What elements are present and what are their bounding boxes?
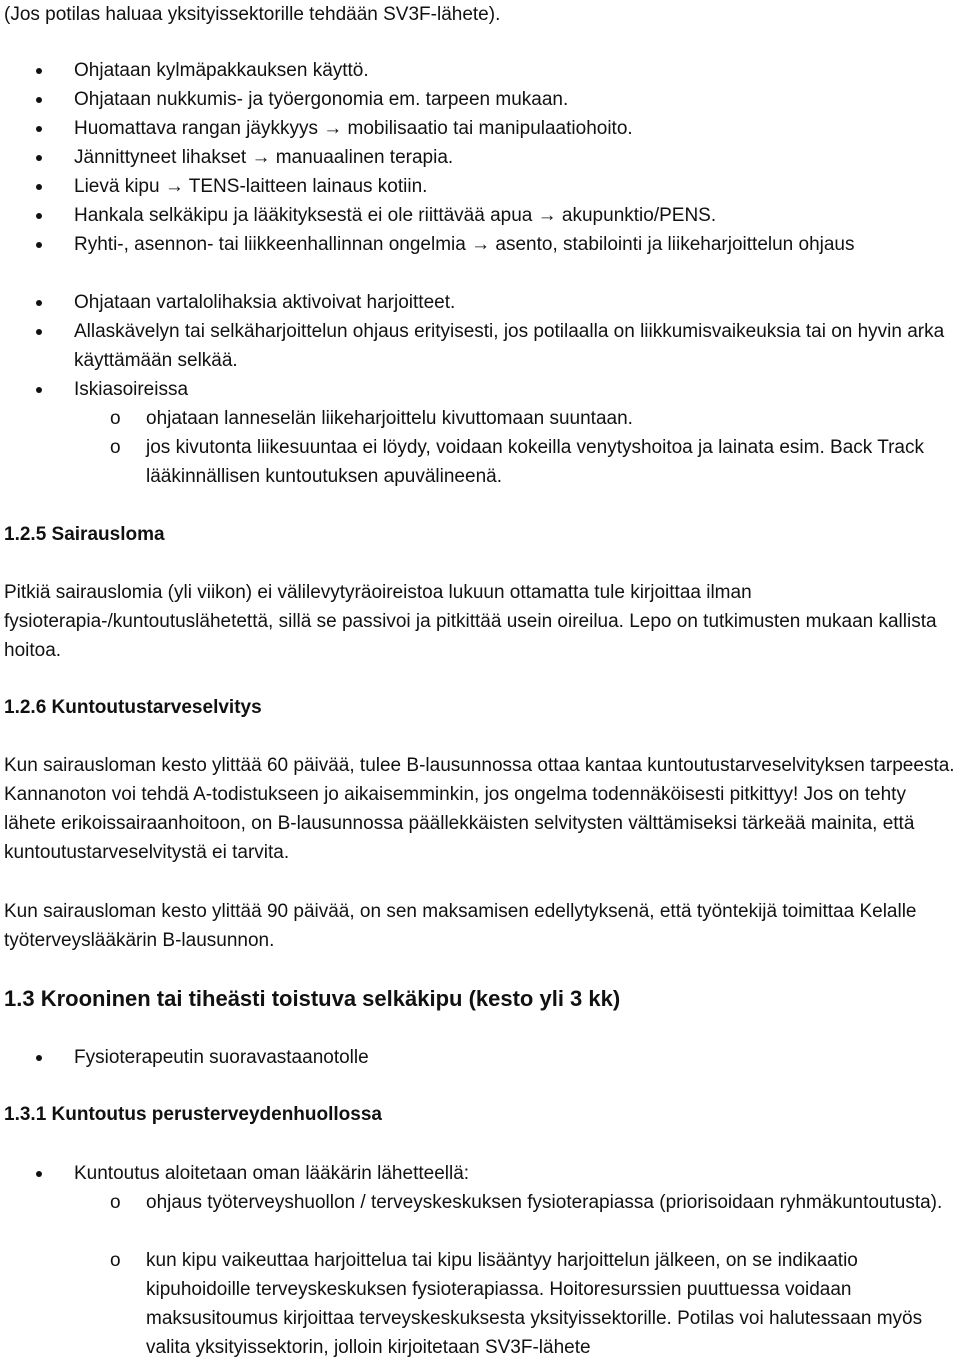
sub-list-item: jos kivutonta liikesuuntaa ei löydy, voidaan kokeilla venytyshoitoa ja lainata esim. Back Track lääkinnällisen kuntoutuksen apuvälineenä. [146,437,924,487]
list-item: Iskiasoireissa [74,379,189,400]
list-item: Kuntoutus aloitetaan oman lääkärin lähetteellä: [74,1163,470,1184]
bullet-icon [36,126,42,132]
list-item: Hankala selkäkipu ja lääkityksestä ei ole riittävää apua → akupunktio/PENS. [74,205,717,226]
bullet-icon [36,1171,42,1177]
bullet-icon [36,213,42,219]
bullet-icon [36,1055,42,1061]
intro-line: (Jos potilas haluaa yksityissektorille tehdään SV3F-lähete). [4,4,501,25]
sub-list-item: ohjaus työterveyshuollon / terveyskeskuksen fysioterapiassa (priorisoidaan ryhmäkuntoutusta). [146,1192,943,1213]
sub-bullet-icon: o [110,1192,121,1213]
list-item: Ohjataan vartalolihaksia aktivoivat harjoitteet. [74,292,456,313]
bullet-icon [36,97,42,103]
list-item: Allaskävelyn tai selkäharjoittelun ohjaus erityisesti, jos potilaalla on liikkumisvaikeuksia tai on hyvin arka käyttämään selkää. [74,321,945,371]
paragraph: Kun sairausloman kesto ylittää 90 päivää, on sen maksamisen edellytyksenä, että työntekijä toimittaa Kelalle työterveyslääkärin B-lausunnon. [4,901,917,951]
sub-list-item: ohjataan lanneselän liikeharjoittelu kivuttomaan suuntaan. [146,408,633,429]
bullet-icon [36,387,42,393]
list-item: Jännittyneet lihakset → manuaalinen terapia. [74,147,454,168]
bullet-icon [36,242,42,248]
bullet-icon [36,300,42,306]
bullet-icon [36,155,42,161]
bullet-icon [36,329,42,335]
sub-bullet-icon: o [110,1250,121,1271]
paragraph: Pitkiä sairauslomia (yli viikon) ei välilevytyräoireistoa lukuun ottamatta tule kirjoittaa ilman fysioterapia-/kuntoutuslähetettä, sillä se passivoi ja pitkittää usein oireilua. Lepo on tutkimusten mukaan kallista hoitoa. [4,582,937,661]
section-heading: 1.3 Krooninen tai tiheästi toistuva selkäkipu (kesto yli 3 kk) [4,986,621,1011]
list-item: Ohjataan kylmäpakkauksen käyttö. [74,60,369,81]
sub-bullet-icon: o [110,408,121,429]
bullet-icon [36,184,42,190]
section-heading: 1.2.5 Sairausloma [4,524,165,545]
section-heading: 1.3.1 Kuntoutus perusterveydenhuollossa [4,1104,382,1125]
list-item: Huomattava rangan jäykkyys → mobilisaatio tai manipulaatiohoito. [74,118,633,139]
list-item: Ryhti-, asennon- tai liikkeenhallinnan ongelmia → asento, stabilointi ja liikeharjoittelun ohjaus [74,234,855,255]
bullet-icon [36,68,42,74]
list-item: Ohjataan nukkumis- ja työergonomia em. tarpeen mukaan. [74,89,569,110]
paragraph: Kun sairausloman kesto ylittää 60 päivää, tulee B-lausunnossa ottaa kantaa kuntoutustarveselvityksen tarpeesta. Kannanoton voi tehdä A-todistukseen jo aikaisemminkin, jos ongelma todennäköisesti pitkittyy! Jos on tehty lähete erikoissairaanhoitoon, on B-lausunnossa päällekkäisten selvitysten välttämiseksi tärkeää mainita, että kuntoutustarveselvitystä ei tarvita. [4,755,955,863]
sub-bullet-icon: o [110,437,121,458]
sub-list-item: kun kipu vaikeuttaa harjoittelua tai kipu lisääntyy harjoittelun jälkeen, on se indikaatio kipuhoidoille terveyskeskuksen fysioterapiassa. Hoitoresurssien puuttuessa voidaan maksusitoumus kirjoittaa terveyskeskuksesta yksityissektorille. Potilas voi halutessaan myös valita yksityissektorin, jolloin kirjoitetaan SV3F-lähete [146,1250,923,1358]
list-item: Lievä kipu → TENS-laitteen lainaus kotiin. [74,176,428,197]
list-item: Fysioterapeutin suoravastaanotolle [74,1047,369,1068]
section-heading: 1.2.6 Kuntoutustarveselvitys [4,697,262,718]
